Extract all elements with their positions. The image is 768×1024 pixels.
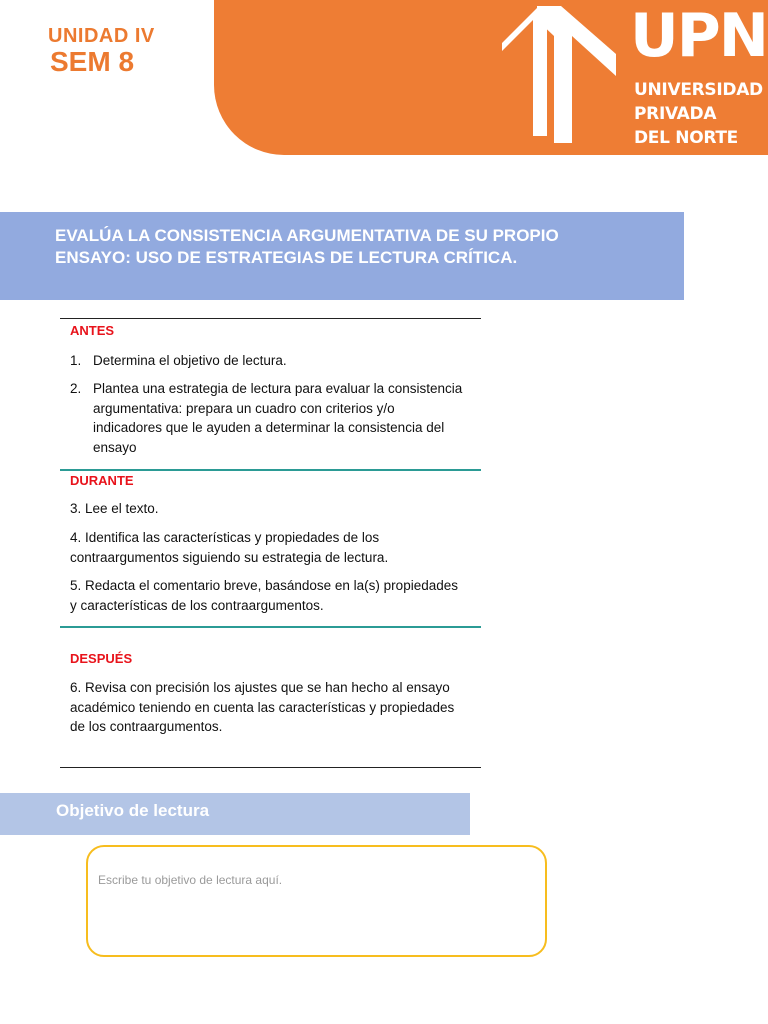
item-text-line: 4. Identifica las características y propiedades de los [70,530,380,545]
list-item [70,499,490,519]
logo-line-2: PRIVADA [634,104,717,124]
title-line-2: ENSAYO: USO DE ESTRATEGIAS DE LECTURA CRÍTICA. [55,248,518,267]
title-line-1: EVALÚA LA CONSISTENCIA ARGUMENTATIVA DE SU PROPIO [55,226,559,245]
list-item [70,528,490,567]
divider-antes-durante [60,469,481,471]
section-heading-despues: DESPUÉS [70,651,133,666]
item-text-line: académico teniendo en cuenta las características y propiedades [70,699,455,715]
item-text-line: de los contraargumentos. [70,719,223,734]
divider-top [60,318,481,319]
objective-title: Objetivo de lectura [56,801,210,820]
divider-bottom [60,767,481,768]
item-text-line: argumentativa: prepara un cuadro con criterios y/o [93,400,395,416]
objective-placeholder: Escribe tu objetivo de lectura aquí. [98,873,283,887]
unit-label: UNIDAD IV [48,25,155,47]
item-text-line: 5. Redacta el comentario breve, basándose en la(s) propiedades [70,578,458,593]
logo-line-1: UNIVERSIDAD [634,80,763,100]
item-number: 1. [70,353,82,368]
item-text-line: Plantea una estrategia de lectura para evaluar la consistencia [93,381,463,396]
item-text-line: contraargumentos siguiendo su estrategia de lectura. [70,549,389,565]
section-heading-durante: DURANTE [70,473,134,488]
week-label: SEM 8 [50,46,135,77]
item-text: Determina el objetivo de lectura. [93,353,287,368]
page-title [55,225,655,269]
logo-line-3: DEL NORTE [634,128,738,148]
objective-input-box[interactable] [86,845,547,957]
item-text-line: indicadores que le ayuden a determinar la consistencia del [93,420,445,435]
item-text-line: 6. Revisa con precisión los ajustes que se han hecho al ensayo [70,680,450,695]
divider-durante-despues [60,626,481,628]
item-text-line: 3. Lee el texto. [70,501,159,516]
list-item [70,576,490,615]
list-item [70,379,490,457]
section-heading-antes: ANTES [70,323,115,338]
item-text-line: y características de los contraargumentos. [70,597,324,613]
item-text-line: ensayo [93,439,137,455]
item-number: 2. [70,381,82,396]
list-item [70,678,490,737]
list-item [70,351,490,371]
logo-acronym: UPN [630,1,767,71]
